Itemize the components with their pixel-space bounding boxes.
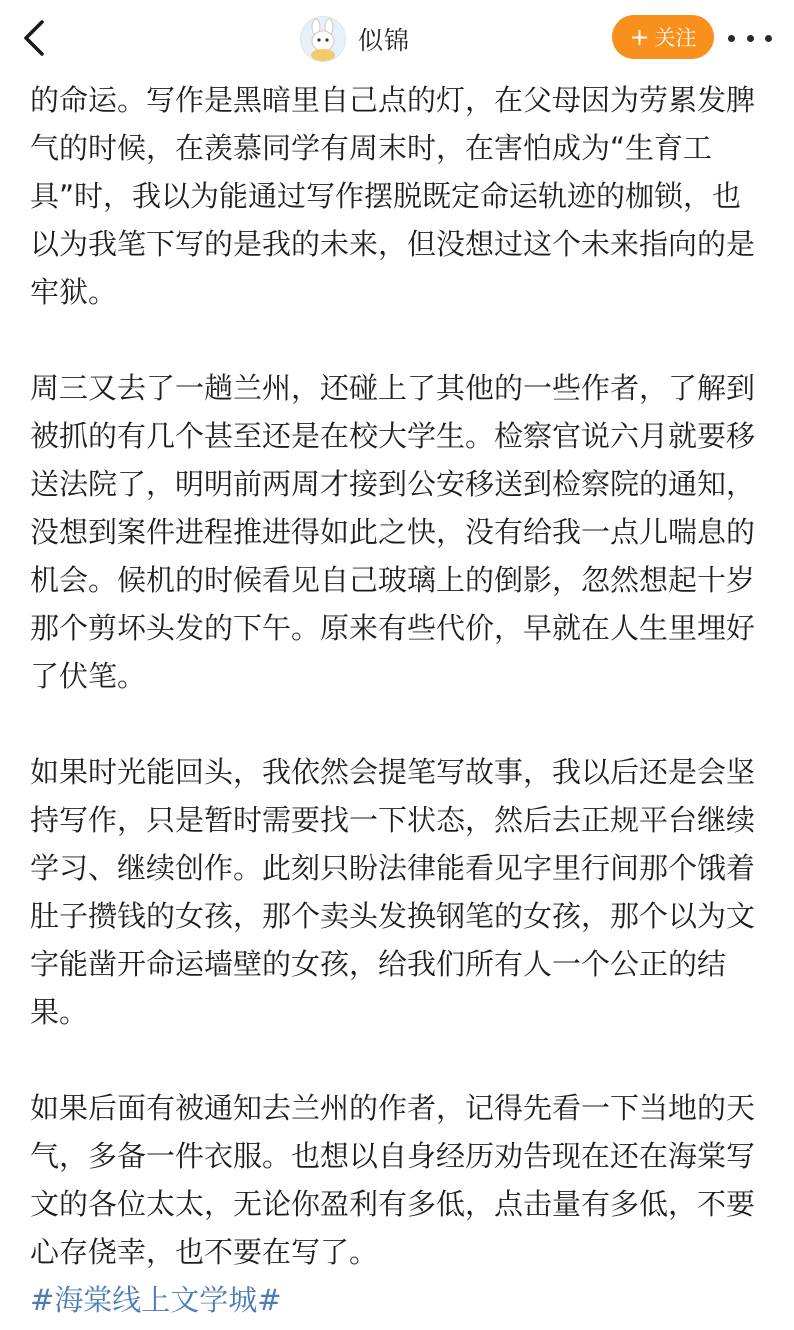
text-line: 心存侥幸，也不要在写了。 xyxy=(30,1235,379,1269)
text-line: 持写作，只是暂时需要找一下状态，然后去正规平台继续 xyxy=(30,803,756,837)
avatar-image xyxy=(301,17,345,61)
text-line: 被抓的有几个甚至还是在校大学生。检察官说六月就要移 xyxy=(30,419,756,453)
more-horizontal-icon-dot xyxy=(747,35,754,42)
text-line: 气的时候，在羡慕同学有周末时，在害怕成为“生育工 xyxy=(30,131,713,165)
chevron-left-icon xyxy=(21,18,47,58)
text-line: 学习、继续创作。此刻只盼法律能看见字里行间那个饿着 xyxy=(30,851,756,885)
text-line: 文的各位太太，无论你盈利有多低，点击量有多低，不要 xyxy=(30,1187,756,1221)
text-line: 没想到案件进程推进得如此之快，没有给我一点儿喘息的 xyxy=(30,515,756,549)
paragraph-gap xyxy=(30,322,770,370)
text-line: 送法院了，明明前两周才接到公安移送到检察院的通知， xyxy=(30,467,756,501)
topic-hashtag-link[interactable]: #海棠线上文学城# xyxy=(30,1283,282,1317)
text-line: 如果后面有被通知去兰州的作者，记得先看一下当地的天 xyxy=(30,1091,756,1125)
text-line: 气，多备一件衣服。也想以自身经历劝告现在还在海棠写 xyxy=(30,1139,756,1173)
back-button[interactable] xyxy=(14,16,54,60)
follow-label: 关注 xyxy=(654,26,697,50)
text-line: 的命运。写作是黑暗里自己点的灯，在父母因为劳累发脾 xyxy=(30,83,756,117)
text-line: 以为我笔下写的是我的未来，但没想过这个未来指向的是 xyxy=(30,227,756,261)
hashtag-line xyxy=(30,1282,770,1318)
text-line: 机会。候机的时候看见自己玻璃上的倒影，忽然想起十岁 xyxy=(30,563,756,597)
text-line: 字能凿开命运墙壁的女孩，给我们所有人一个公正的结 xyxy=(30,947,727,981)
more-horizontal-icon xyxy=(728,35,735,42)
text-line: 牢狱。 xyxy=(30,275,118,309)
paragraph-4 xyxy=(30,1090,770,1270)
text-line: 肚子攒钱的女孩，那个卖头发换钢笔的女孩，那个以为文 xyxy=(30,899,756,933)
post-body xyxy=(30,82,770,1330)
paragraph-1 xyxy=(30,82,770,310)
more-horizontal-icon-dot xyxy=(765,35,772,42)
paragraph-3 xyxy=(30,754,770,1030)
paragraph-gap xyxy=(30,1042,770,1090)
author-name[interactable]: 似锦 xyxy=(358,26,411,55)
top-navigation-bar xyxy=(0,0,794,78)
text-line: 果。 xyxy=(30,995,89,1029)
plus-icon: + xyxy=(629,23,650,51)
text-line: 了伏笔。 xyxy=(30,659,147,693)
avatar[interactable] xyxy=(300,16,346,62)
more-options-button[interactable] xyxy=(728,26,772,50)
paragraph-gap xyxy=(30,706,770,754)
author-info[interactable] xyxy=(300,14,410,64)
follow-button[interactable] xyxy=(612,15,714,59)
text-line: 具”时，我以为能通过写作摆脱既定命运轨迹的枷锁，也 xyxy=(30,179,742,213)
text-line: 那个剪坏头发的下午。原来有些代价，早就在人生里埋好 xyxy=(30,611,756,645)
text-line: 周三又去了一趟兰州，还碰上了其他的一些作者，了解到 xyxy=(30,371,756,405)
text-line: 如果时光能回头，我依然会提笔写故事，我以后还是会坚 xyxy=(30,755,756,789)
paragraph-2 xyxy=(30,370,770,694)
